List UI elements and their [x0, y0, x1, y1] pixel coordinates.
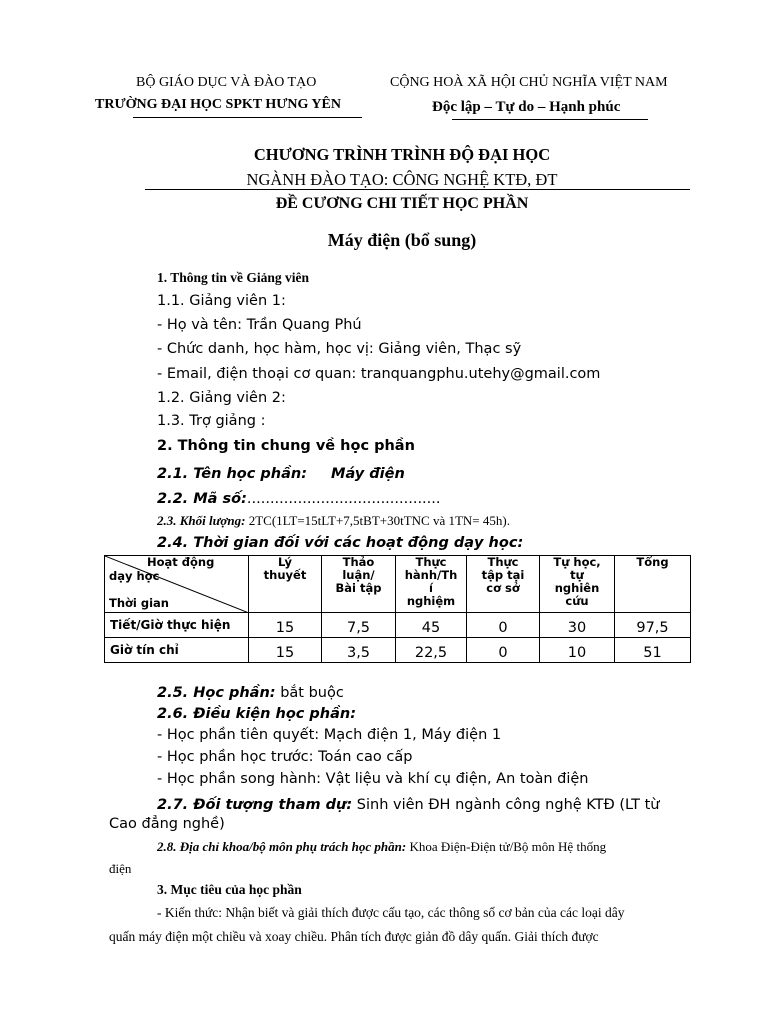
- table-cell: 10: [540, 638, 615, 663]
- course-code-label: 2.2. Mã số:: [157, 491, 247, 507]
- header-right-underline: [452, 119, 648, 120]
- table-corner-cell: [105, 556, 249, 613]
- table-cell: 15: [249, 638, 322, 663]
- course-code-line: [157, 488, 441, 507]
- section1-heading: 1. Thông tin về Giảng viên: [157, 270, 310, 285]
- table-cell: 3,5: [322, 638, 396, 663]
- course-name-label: 2.1. Tên học phần:: [157, 466, 308, 482]
- table-header-row: [105, 556, 691, 613]
- department-label: 2.8. Địa chỉ khoa/bộ môn phụ trách học phần:: [157, 839, 407, 854]
- course-name-value: Máy điện: [331, 466, 405, 482]
- credits-line: [157, 513, 510, 529]
- col-header-discussion: Thảo luận/ Bài tập: [322, 556, 396, 613]
- title-rule: [145, 189, 690, 190]
- prerequisite-course: - Học phần tiên quyết: Mạch điện 1, Máy điện 1: [157, 727, 502, 743]
- assistant-label: 1.3. Trợ giảng :: [157, 413, 266, 429]
- department-line: [157, 839, 606, 855]
- time-allocation-heading: 2.4. Thời gian đối với các hoạt động dạy học:: [157, 535, 524, 551]
- country-name: CỘNG HOÀ XÃ HỘI CHỦ NGHĨA VIỆT NAM: [390, 75, 668, 90]
- lecturer-email: - Email, điện thoại cơ quan: tranquangphu.utehy@gmail.com: [157, 366, 601, 382]
- section3-heading: 3. Mục tiêu của học phần: [157, 882, 302, 897]
- prerequisites-heading: 2.6. Điều kiện học phần:: [157, 706, 357, 722]
- table-cell: 45: [396, 613, 467, 638]
- audience-label: 2.7. Đối tượng tham dự:: [157, 797, 353, 813]
- table-cell: 0: [467, 613, 540, 638]
- table-cell: 22,5: [396, 638, 467, 663]
- department-value: Khoa Điện-Điện tử/Bộ môn Hệ thống: [406, 839, 607, 854]
- time-allocation-table: [104, 555, 691, 663]
- course-name-line: [157, 463, 405, 482]
- table-cell: 0: [467, 638, 540, 663]
- col-header-self-study: Tự học, tự nghiên cứu: [540, 556, 615, 613]
- course-code-value: ..........................................: [246, 491, 441, 507]
- credits-value: 2TC(1LT=15tLT+7,5tBT+30tTNC và 1TN= 45h).: [245, 513, 510, 528]
- row-label: Giờ tín chỉ: [105, 638, 249, 663]
- motto: Độc lập – Tự do – Hạnh phúc: [432, 99, 621, 115]
- table-cell: 15: [249, 613, 322, 638]
- col-header-total: Tổng: [615, 556, 691, 613]
- outline-title: ĐỀ CƯƠNG CHI TIẾT HỌC PHẦN: [275, 195, 529, 212]
- header-left-underline: [133, 117, 362, 118]
- row-label: Tiết/Giờ thực hiện: [105, 613, 249, 638]
- parallel-course: - Học phần song hành: Vật liệu và khí cụ điện, An toàn điện: [157, 771, 589, 787]
- course-type-line: [157, 682, 344, 701]
- ministry-name: BỘ GIÁO DỤC VÀ ĐÀO TẠO: [136, 75, 317, 90]
- prior-course: - Học phần học trước: Toán cao cấp: [157, 749, 413, 765]
- credits-label: 2.3. Khối lượng:: [157, 513, 246, 528]
- corner-teaching-label: dạy học: [109, 569, 160, 583]
- course-type-value: bắt buộc: [275, 685, 344, 701]
- audience-continuation: Cao đẳng nghề): [109, 816, 225, 832]
- table-cell: 51: [615, 638, 691, 663]
- table-row: [105, 613, 691, 638]
- program-title: CHƯƠNG TRÌNH TRÌNH ĐỘ ĐẠI HỌC: [253, 145, 551, 164]
- lecturer-name: - Họ và tên: Trần Quang Phú: [157, 317, 362, 333]
- objective-knowledge-line1: - Kiến thức: Nhận biết và giải thích được cấu tạo, các thông số cơ bản của các loại dây: [157, 905, 625, 920]
- audience-value: Sinh viên ĐH ngành công nghệ KTĐ (LT từ: [352, 797, 660, 813]
- objective-knowledge-line2: quấn máy điện một chiều và xoay chiều. Phân tích được giản đồ dây quấn. Giải thích được: [109, 929, 599, 944]
- col-header-internship: Thực tập tại cơ sở: [467, 556, 540, 613]
- course-title: Máy điện (bổ sung): [327, 230, 477, 250]
- major-title: NGÀNH ĐÀO TẠO: CÔNG NGHỆ KTĐ, ĐT: [246, 170, 558, 189]
- col-header-theory: Lý thuyết: [249, 556, 322, 613]
- lecturer2-label: 1.2. Giảng viên 2:: [157, 390, 286, 406]
- audience-line: [157, 794, 659, 813]
- table-cell: 7,5: [322, 613, 396, 638]
- table-row: [105, 638, 691, 663]
- department-continuation: điện: [109, 861, 132, 876]
- lecturer1-label: 1.1. Giảng viên 1:: [157, 293, 286, 309]
- course-type-label: 2.5. Học phần:: [157, 685, 276, 701]
- table-cell: 30: [540, 613, 615, 638]
- corner-time-label: Thời gian: [109, 596, 169, 610]
- col-header-practice: Thực hành/Th í nghiệm: [396, 556, 467, 613]
- university-name: TRƯỜNG ĐẠI HỌC SPKT HƯNG YÊN: [95, 97, 341, 112]
- section2-heading: 2. Thông tin chung về học phần: [157, 438, 415, 454]
- table-cell: 97,5: [615, 613, 691, 638]
- corner-activity-label: Hoạt động: [147, 555, 215, 569]
- lecturer-title: - Chức danh, học hàm, học vị: Giảng viên, Thạc sỹ: [157, 341, 522, 357]
